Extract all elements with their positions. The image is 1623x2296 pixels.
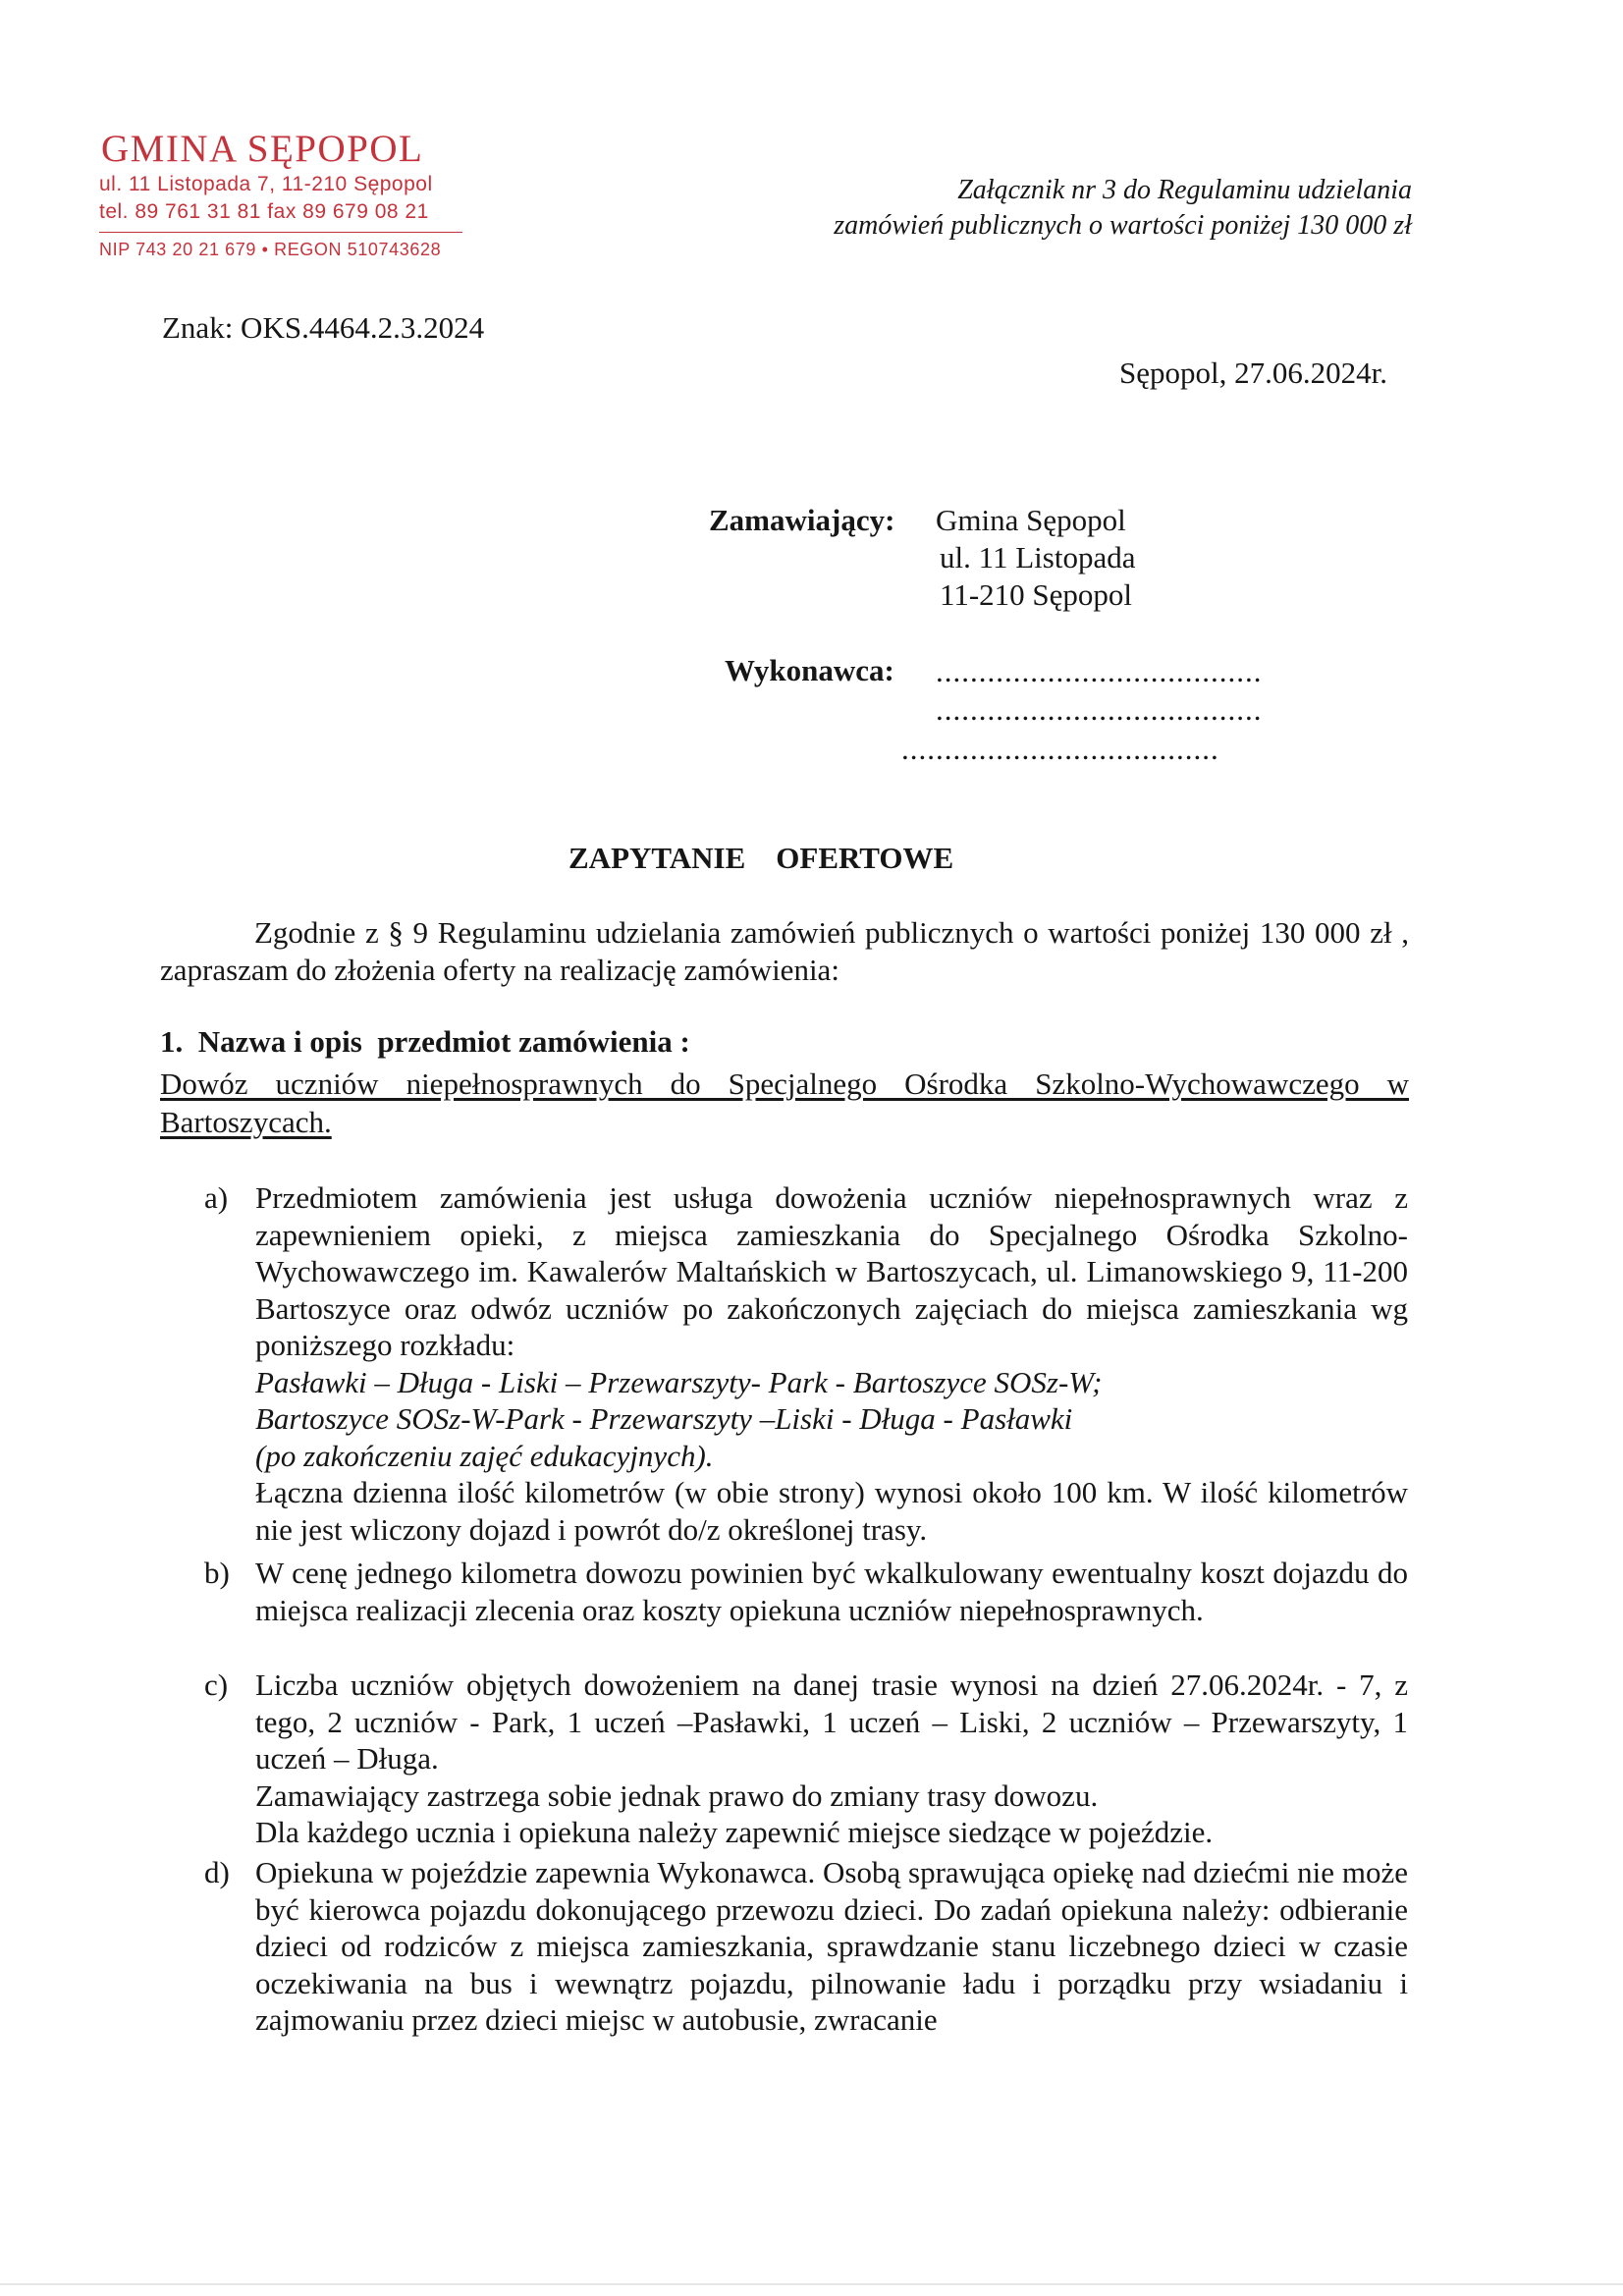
page-bottom-edge: [0, 2283, 1623, 2285]
stamp-phone: tel. 89 761 31 81 fax 89 679 08 21: [99, 200, 429, 223]
item-d-text: Opiekuna w pojeździe zapewnia Wykonawca. Osobą sprawująca opiekę nad dziećmi nie może być kierowca pojazdu dokonującego przewozu dzieci. Do zadań opiekuna należy: odbieranie dzieci od rodziców z miejsca zamieszkania, sprawdzanie stanu liczebnego dzieci w czasie oczekiwania na bus i wewnątrz pojazdu, pilnowanie ładu i porządku przy wsiadaniu i zajmowaniu przez dzieci miejsc w autobusie, zwracanie: [255, 1855, 1408, 2037]
stamp-divider: [99, 232, 462, 233]
stamp-nip: NIP 743 20 21 679 • REGON 510743628: [99, 240, 442, 259]
item-a-marker: a): [204, 1180, 229, 1215]
item-a-text: Przedmiotem zamówienia jest usługa dowożenia uczniów niepełnosprawnych wraz z zapewnieniem opieki, z miejsca zamieszkania do Specjalnego Ośrodka Szkolno-Wychowawczego im. Kawalerów Maltańskich w Bartoszycach, ul. Limanowskiego 9, 11-200 Bartoszyce oraz odwóz uczniów po zakończonych zajęciach do miejsca zamieszkania wg poniższego rozkładu:: [255, 1180, 1408, 1362]
contractor-line-3: .....................................: [901, 732, 1219, 766]
ordering-line-2: ul. 11 Listopada: [940, 540, 1136, 574]
item-b-text: W cenę jednego kilometra dowozu powinien być wkalkulowany ewentualny koszt dojazdu do miejsca realizacji zlecenia oraz koszty opiekuna uczniów niepełnosprawnych.: [255, 1556, 1408, 1627]
municipality-stamp: [99, 128, 472, 260]
list-item-b: [204, 1555, 1408, 1628]
contractor-line-2: ......................................: [936, 692, 1263, 727]
stamp-address: ul. 11 Listopada 7, 11-210 Sępopol: [99, 173, 433, 195]
contractor-line-1: ......................................: [936, 654, 1263, 688]
section-1-subject: Dowóz uczniów niepełnosprawnych do Specjalnego Ośrodka Szkolno-Wychowawczego w Bartoszycach.: [160, 1066, 1409, 1139]
section-1-heading: 1. Nazwa i opis przedmiot zamówienia :: [160, 1024, 690, 1059]
list-item-d: [204, 1854, 1408, 2039]
item-b-marker: b): [204, 1556, 230, 1590]
item-d-marker: d): [204, 1855, 230, 1889]
ordering-line-3: 11-210 Sępopol: [940, 577, 1133, 612]
ordering-line-1: Gmina Sępopol: [936, 503, 1126, 537]
stamp-name: GMINA SĘPOPOL: [101, 128, 424, 170]
list-item-c: [204, 1667, 1408, 1851]
item-c-note-2: Dla każdego ucznia i opiekuna należy zapewnić miejsce siedzące w pojeździe.: [255, 1815, 1214, 1849]
document-title: ZAPYTANIE OFERTOWE: [568, 841, 954, 875]
annex-note: [687, 173, 1412, 244]
item-c-text: Liczba uczniów objętych dowożeniem na danej trasie wynosi na dzień 27.06.2024r. - 7, z tego, 2 uczniów - Park, 1 uczeń –Pasławki, 1 uczeń – Liski, 2 uczniów – Przewarszyty, 1 uczeń – Długa.: [255, 1667, 1408, 1776]
place-date: Sępopol, 27.06.2024r.: [1119, 355, 1387, 390]
item-a-route-1: Pasławki – Długa - Liski – Przewarszyty- Park - Bartoszyce SOSz-W;: [255, 1364, 1103, 1399]
item-a-distance: Łączna dzienna ilość kilometrów (w obie strony) wynosi około 100 km. W ilość kilometrów nie jest wliczony dojazd i powrót do/z określonej trasy.: [255, 1475, 1408, 1547]
annex-line-1: Załącznik nr 3 do Regulaminu udzielania: [957, 175, 1412, 205]
item-a-route-note: (po zakończeniu zajęć edukacyjnych).: [255, 1438, 714, 1473]
list-item-a: [204, 1179, 1408, 1548]
ordering-party-label: Zamawiający:: [709, 503, 895, 537]
item-c-marker: c): [204, 1667, 229, 1702]
ordering-party-address: [936, 502, 1135, 614]
item-c-note-1: Zamawiający zastrzega sobie jednak prawo do zmiany trasy dowozu.: [255, 1777, 1099, 1813]
item-a-route-2: Bartoszyce SOSz-W-Park - Przewarszyty –Liski - Długa - Pasławki: [255, 1401, 1073, 1436]
contractor-label: Wykonawca:: [725, 653, 894, 687]
reference-sign: Znak: OKS.4464.2.3.2024: [162, 310, 485, 345]
annex-line-2: zamówień publicznych o wartości poniżej 130 000 zł: [834, 210, 1412, 241]
intro-paragraph: Zgodnie z § 9 Regulaminu udzielania zamówień publicznych o wartości poniżej 130 000 zł , zapraszam do złożenia oferty na realizację zamówienia:: [160, 915, 1409, 987]
